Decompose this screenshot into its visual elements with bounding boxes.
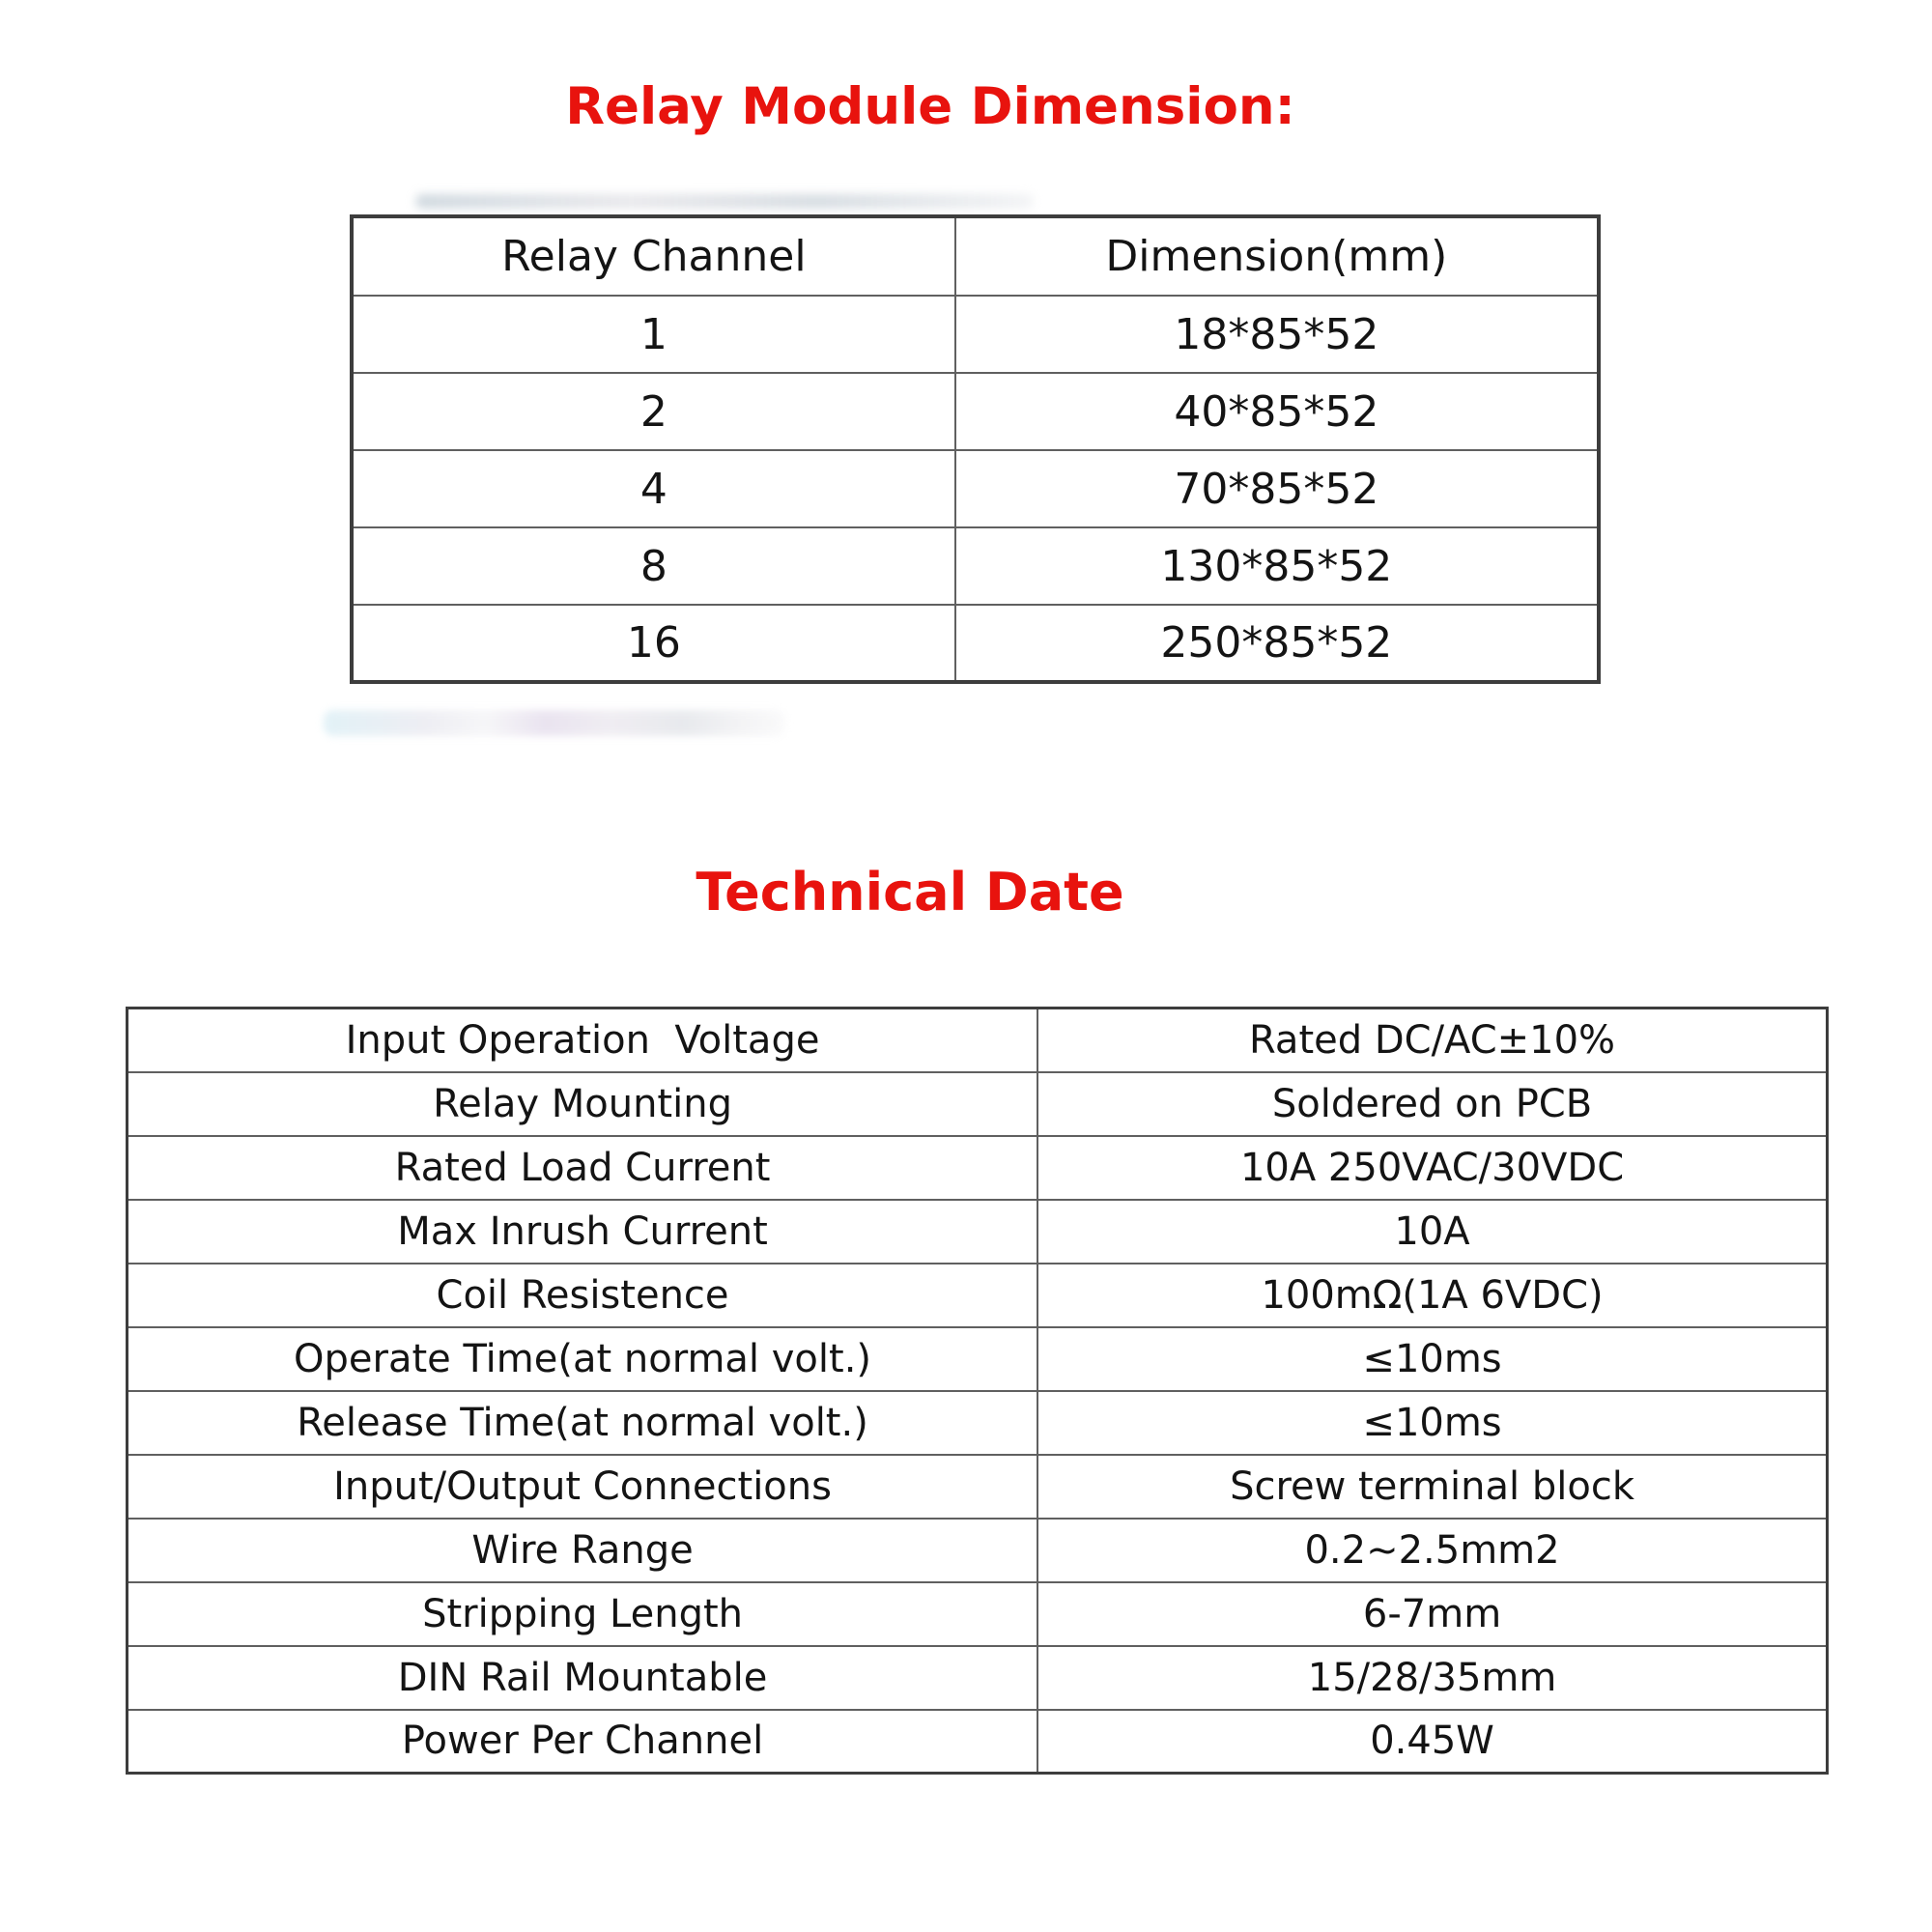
value-cell: 0.45W	[1037, 1710, 1827, 1774]
value-cell: ≤10ms	[1037, 1391, 1827, 1455]
table-row	[352, 527, 1599, 605]
table-row	[128, 1391, 1828, 1455]
channel-cell: 16	[352, 605, 955, 682]
table-row	[128, 1455, 1828, 1519]
dimension-cell: 130*85*52	[955, 527, 1599, 605]
parameter-cell: Operate Time(at normal volt.)	[128, 1327, 1038, 1391]
table-row	[128, 1519, 1828, 1582]
parameter-cell: DIN Rail Mountable	[128, 1646, 1038, 1710]
value-cell: 100mΩ(1A 6VDC)	[1037, 1264, 1827, 1327]
blur-artifact-bottom	[324, 710, 785, 736]
channel-cell: 4	[352, 450, 955, 527]
parameter-cell: Release Time(at normal volt.)	[128, 1391, 1038, 1455]
table-row	[352, 296, 1599, 373]
table-row	[128, 1646, 1828, 1710]
value-cell: ≤10ms	[1037, 1327, 1827, 1391]
value-cell: Screw terminal block	[1037, 1455, 1827, 1519]
technical-table	[126, 1007, 1829, 1775]
table-row	[128, 1072, 1828, 1136]
dimension-cell: 70*85*52	[955, 450, 1599, 527]
table-row	[352, 373, 1599, 450]
dimension-table-header-channel: Relay Channel	[352, 216, 955, 296]
value-cell: 15/28/35mm	[1037, 1646, 1827, 1710]
parameter-cell: Input/Output Connections	[128, 1455, 1038, 1519]
dimension-cell: 18*85*52	[955, 296, 1599, 373]
dimension-cell: 250*85*52	[955, 605, 1599, 682]
table-row	[352, 450, 1599, 527]
value-cell: 6-7mm	[1037, 1582, 1827, 1646]
parameter-cell: Stripping Length	[128, 1582, 1038, 1646]
table-row	[128, 1136, 1828, 1200]
page-title-relay-module-dimension: Relay Module Dimension:	[565, 77, 1295, 136]
table-row	[128, 1264, 1828, 1327]
parameter-cell: Input Operation Voltage	[128, 1009, 1038, 1072]
channel-cell: 1	[352, 296, 955, 373]
value-cell: Rated DC/AC±10%	[1249, 1017, 1616, 1063]
dimension-table	[350, 214, 1601, 684]
value-cell: 10A	[1037, 1200, 1827, 1264]
table-row	[128, 1200, 1828, 1264]
dimension-table-header-row	[352, 216, 1599, 296]
dimension-cell: 40*85*52	[955, 373, 1599, 450]
table-row	[128, 1009, 1828, 1072]
parameter-cell: Relay Mounting	[128, 1072, 1038, 1136]
parameter-cell: Max Inrush Current	[128, 1200, 1038, 1264]
table-row	[352, 605, 1599, 682]
parameter-cell: Rated Load Current	[128, 1136, 1038, 1200]
parameter-cell: Coil Resistence	[128, 1264, 1038, 1327]
value-cell: Soldered on PCB	[1037, 1072, 1827, 1136]
table-row	[128, 1582, 1828, 1646]
parameter-cell: Wire Range	[128, 1519, 1038, 1582]
table-row	[128, 1327, 1828, 1391]
channel-cell: 8	[352, 527, 955, 605]
dimension-table-header-dimension: Dimension(mm)	[1105, 232, 1448, 281]
channel-cell: 2	[352, 373, 955, 450]
table-row	[128, 1710, 1828, 1774]
value-cell: 10A 250VAC/30VDC	[1037, 1136, 1827, 1200]
parameter-cell: Power Per Channel	[128, 1710, 1038, 1774]
blur-artifact-top	[415, 194, 1034, 209]
page-title-technical-date: Technical Date	[696, 862, 1124, 923]
value-cell: 0.2~2.5mm2	[1037, 1519, 1827, 1582]
